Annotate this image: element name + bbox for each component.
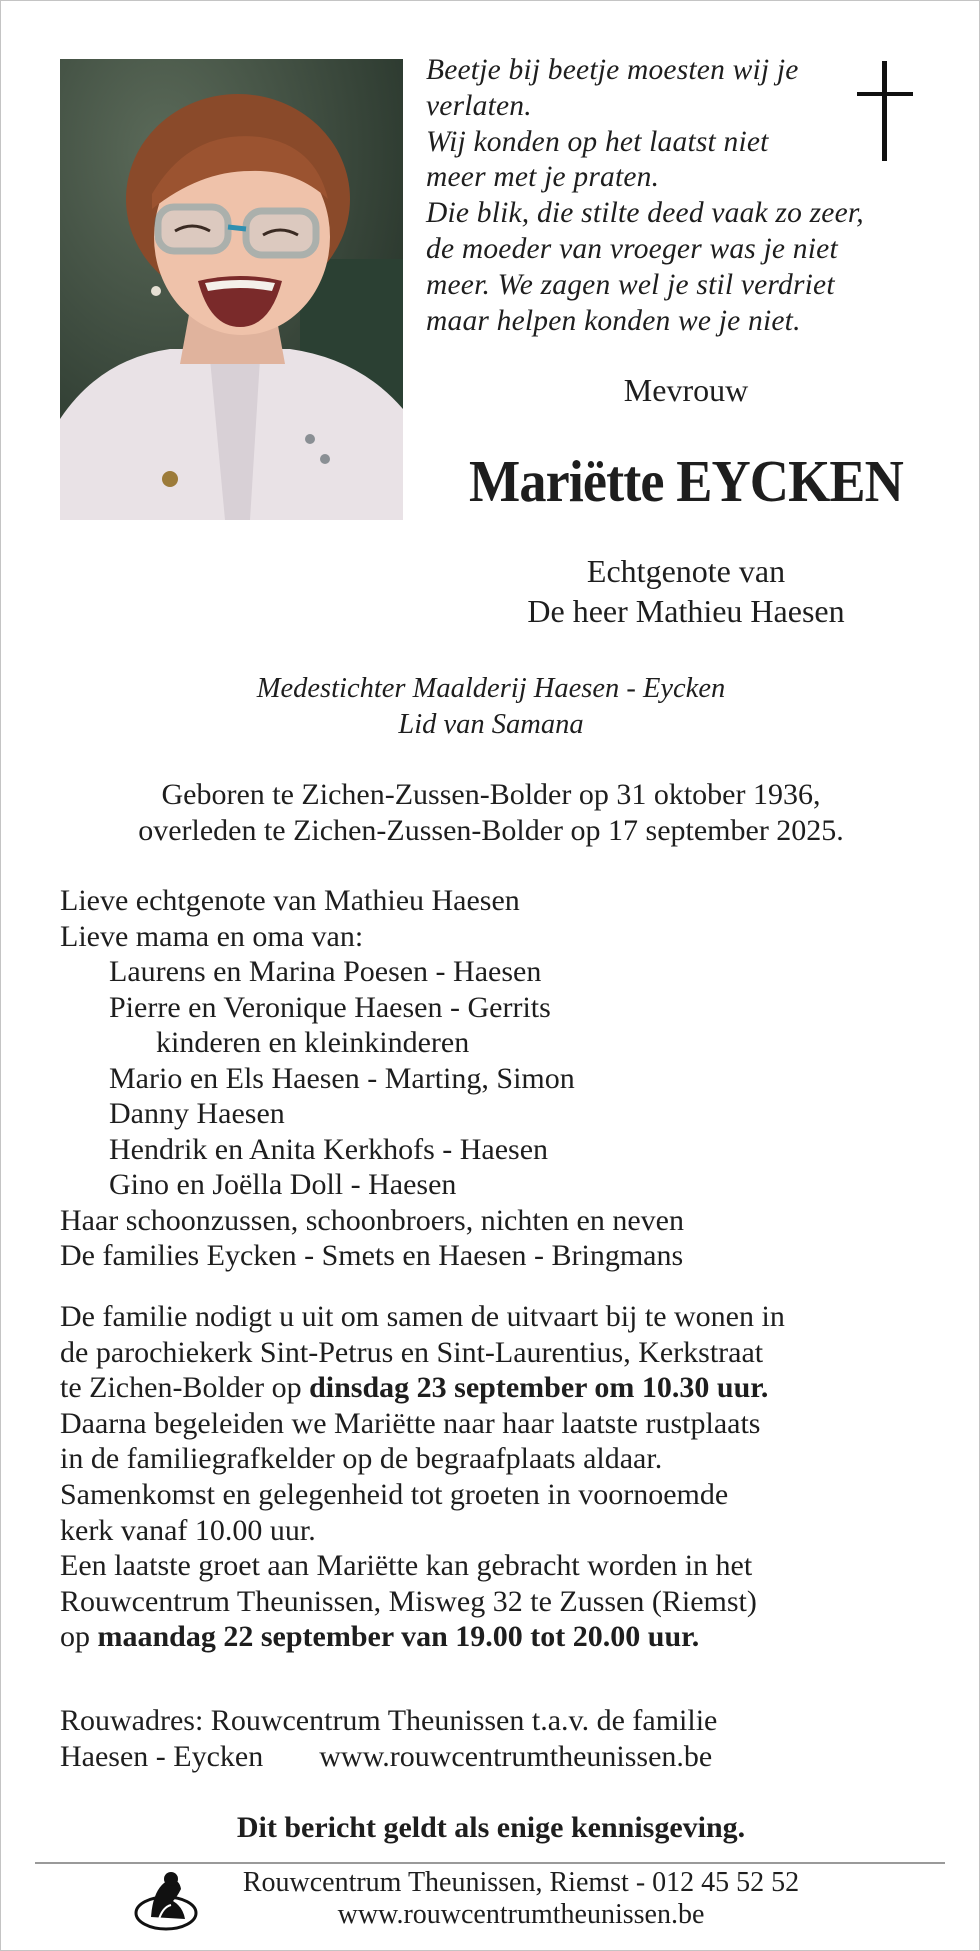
deceased-name: Mariëtte EYCKEN	[469, 448, 903, 514]
poem-line: Beetje bij beetje moesten wij je	[426, 54, 799, 86]
visitation-datetime: maandag 22 september van 19.00 tot 20.00 uur.	[97, 1620, 700, 1654]
salutation: Mevrouw	[623, 372, 749, 408]
spouse-line-2: De heer Mathieu Haesen	[527, 593, 845, 629]
address-family: Haesen - Eycken	[60, 1739, 264, 1773]
family-line: Lieve echtgenote van Mathieu Haesen	[60, 884, 520, 917]
footer-divider	[35, 1862, 945, 1864]
notice-line: kerk vanaf 10.00 uur.	[60, 1513, 316, 1547]
death-line: overleden te Zichen-Zussen-Bolder op 17 september 2025.	[138, 814, 844, 847]
footer-website-link[interactable]: www.rouwcentrumtheunissen.be	[337, 1899, 705, 1930]
birth-line: Geboren te Zichen-Zussen-Bolder op 31 oktober 1936,	[161, 778, 821, 811]
poem-line: Wij konden op het laatst niet	[426, 125, 769, 158]
poem-line: Die blik, die stilte deed vaak zo zeer,	[426, 197, 864, 230]
poem	[426, 53, 896, 339]
address-line	[60, 1739, 950, 1775]
role-line: Lid van Samana	[398, 709, 584, 740]
notice-line: Rouwcentrum Theunissen, Misweg 32 te Zussen (Riemst)	[60, 1584, 757, 1618]
family-child: Pierre en Veronique Haesen - Gerrits	[109, 990, 551, 1024]
footer-contact	[171, 1867, 871, 1931]
spouse-block	[426, 551, 946, 631]
roles-block	[1, 671, 980, 743]
family-child: Gino en Joëlla Doll - Haesen	[109, 1168, 457, 1201]
notice-line: De familie nodigt u uit om samen de uitvaart bij te wonen in	[60, 1300, 785, 1333]
notice-text: op	[60, 1620, 98, 1654]
notice-line: Samenkomst en gelegenheid tot groeten in voornoemde	[60, 1477, 729, 1511]
poem-line: meer. We zagen wel je stil verdriet	[426, 268, 835, 301]
poem-line: verlaten.	[426, 89, 532, 122]
footer-line: Rouwcentrum Theunissen, Riemst - 012 45 52 52	[242, 1867, 800, 1898]
family-line: De families Eycken - Smets en Haesen - Bringmans	[60, 1239, 684, 1272]
spouse-line-1: Echtgenote van	[586, 553, 786, 589]
funeral-notice	[60, 1299, 950, 1655]
notice-line	[60, 1619, 950, 1655]
family-child: Mario en Els Haesen - Marting, Simon	[109, 1061, 575, 1095]
family-line: Haar schoonzussen, schoonbroers, nichten en neven	[60, 1203, 684, 1237]
role-line: Medestichter Maalderij Haesen - Eycken	[256, 673, 726, 704]
funeral-datetime: dinsdag 23 september om 10.30 uur.	[309, 1371, 769, 1405]
birth-death-dates	[1, 777, 980, 849]
notice-text: te Zichen-Bolder op	[60, 1371, 310, 1405]
poem-line: maar helpen konden we je niet.	[426, 304, 801, 337]
notice-line: Daarna begeleiden we Mariëtte naar haar laatste rustplaats	[60, 1406, 761, 1440]
family-grandchildren: kinderen en kleinkinderen	[156, 1026, 470, 1059]
family-list	[60, 883, 940, 1274]
notice-line: Een laatste groet aan Mariëtte kan gebracht worden in het	[60, 1549, 753, 1583]
notice-line: in de familiegrafkelder op de begraafplaats aldaar.	[60, 1442, 663, 1476]
poem-line: de moeder van vroeger was je niet	[426, 232, 838, 265]
family-line: Lieve mama en oma van:	[60, 919, 364, 953]
poem-line: meer met je praten.	[426, 161, 660, 194]
cross-icon	[857, 61, 913, 161]
family-child: Hendrik en Anita Kerkhofs - Haesen	[109, 1132, 549, 1166]
portrait-photo	[60, 59, 403, 520]
family-child: Laurens en Marina Poesen - Haesen	[109, 955, 542, 988]
address-line: Rouwadres: Rouwcentrum Theunissen t.a.v. de familie	[60, 1704, 718, 1737]
only-notice-statement: Dit bericht geldt als enige kennisgeving.	[236, 1811, 746, 1844]
family-child: Danny Haesen	[109, 1097, 285, 1130]
notice-line	[60, 1370, 950, 1406]
mourning-address	[60, 1703, 950, 1774]
notice-line: de parochiekerk Sint-Petrus en Sint-Laurentius, Kerkstraat	[60, 1335, 764, 1369]
address-website-link[interactable]: www.rouwcentrumtheunissen.be	[319, 1739, 713, 1773]
